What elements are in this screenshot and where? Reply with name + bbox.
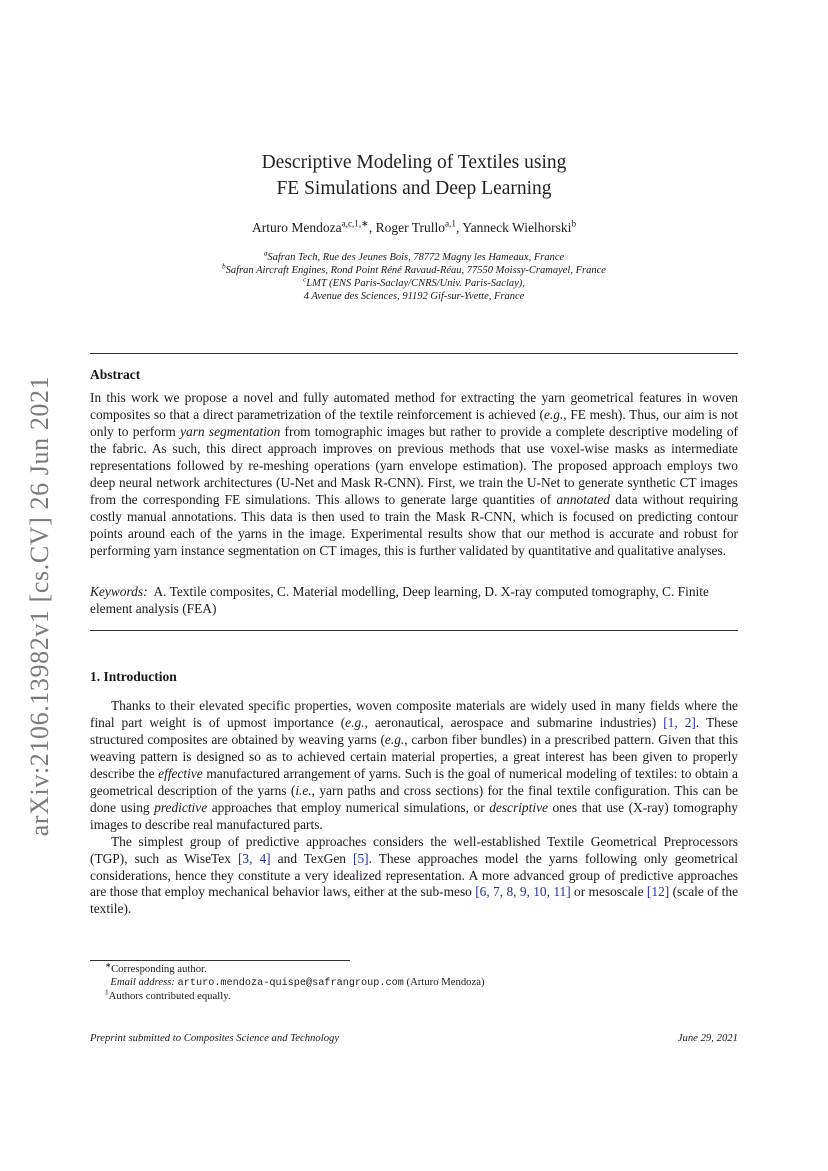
footer-venue: Preprint submitted to Composites Science and Technology: [90, 1032, 340, 1044]
author-separator: ,: [455, 220, 463, 235]
affil-mark: c: [303, 275, 307, 284]
email-label: Email address:: [110, 976, 175, 989]
footnote-mark: 1: [105, 988, 109, 997]
intro-text: , yarn paths and cross sections) for the final textile configuration. This can be done using: [90, 782, 738, 815]
intro-emph: descriptive: [489, 799, 548, 815]
intro-text: , carbon fiber bundles) in a prescribed pattern. Given that this weaving pattern is designed so as to achieved certain material properties, a great interest has been given to properly describe the: [90, 731, 738, 781]
abstract-emph: yarn segmentation: [180, 423, 281, 439]
intro-emph: effective: [158, 765, 203, 781]
author-list: [90, 220, 738, 236]
intro-text: manufactured arrangement of yarns. Such is the goal of numerical modeling of textiles: to obtain a geometrical description of the yarns (: [90, 765, 738, 798]
author-name: Arturo Mendoza: [251, 220, 342, 235]
abstract-emph: annotated: [556, 491, 610, 507]
intro-paragraph: [90, 834, 738, 919]
author-affil-mark: a,1: [445, 218, 456, 229]
keywords: [90, 584, 738, 618]
footnote-corresponding: [90, 963, 738, 976]
abstract-emph: e.g.: [543, 406, 564, 422]
abstract-top-rule: [90, 353, 738, 354]
intro-text: . These approaches model the yarns following only geometrical considerations, hence they constitute a very idealized representation. A more advanced group of predictive approaches are those that employ mechanical behavior laws, either at the sub-meso: [90, 850, 738, 900]
footnotes: [90, 963, 738, 1004]
intro-text: (scale of the textile).: [90, 884, 739, 917]
introduction-body: [90, 698, 738, 918]
abstract-text: , FE mesh). Thus, our aim is not only to perform: [90, 406, 738, 439]
title-line-2: FE Simulations and Deep Learning: [276, 178, 552, 199]
intro-text: The simplest group of predictive approaches considers the well-established Textile Geometrical Preprocessors (TGP), such as WiseTex: [90, 833, 738, 866]
affil-text: LMT (ENS Paris-Saclay/CNRS/Univ. Paris-Saclay),: [306, 278, 525, 290]
paper-title: [90, 150, 738, 202]
footnote-text: Corresponding author.: [111, 963, 207, 975]
footnote-equal: [90, 990, 738, 1003]
footnote-text: Authors contributed equally.: [108, 990, 231, 1003]
abstract-text: In this work we propose a novel and fully automated method for extracting the yarn geometrical features in woven composites so that a direct parametrization of the textile reinforcement is achieved (: [90, 390, 738, 422]
intro-text: , aeronautical, aerospace and submarine industries): [364, 714, 664, 730]
intro-emph: i.e.: [295, 782, 312, 798]
citation-link[interactable]: [3, 4]: [237, 850, 271, 866]
intro-text: Thanks to their elevated specific properties, woven composite materials are widely used in many fields where the final part weight is of upmost importance (: [90, 698, 738, 730]
footnote-rule: [90, 960, 350, 961]
footnote-email: [90, 976, 738, 990]
intro-text: . These structured composites are obtained by weaving yarns (: [90, 714, 738, 747]
abstract-text: data without requiring costly manual annotations. This data is then used to train the Mask R-CNN, which is focused on predicting contour points around each of the yarns in the image. Experimental results show that our method is accurate and robust for performing yarn instance segmentation on CT images, this is further validated by quantitative and qualitative analyses.: [90, 491, 738, 558]
author-affil-mark: b: [571, 218, 577, 229]
citation-link[interactable]: [6, 7, 8, 9, 10, 11]: [475, 884, 571, 900]
title-line-1: Descriptive Modeling of Textiles using: [261, 152, 567, 173]
intro-emph: e.g.: [384, 731, 405, 747]
abstract-body: [90, 390, 738, 560]
keywords-label: Keywords:: [90, 584, 148, 599]
footer-date: June 29, 2021: [677, 1032, 738, 1044]
affiliation: [90, 264, 738, 277]
abstract-bottom-rule: [90, 630, 738, 631]
intro-emph: predictive: [154, 799, 208, 815]
intro-text: approaches that employ numerical simulations, or: [207, 799, 490, 815]
email-address[interactable]: arturo.mendoza-quispe@safrangroup.com: [177, 978, 404, 990]
author-name: Roger Trullo: [375, 220, 446, 235]
abstract-heading: Abstract: [90, 367, 141, 382]
footnote-mark: ∗: [105, 961, 112, 970]
affiliation: [90, 251, 738, 264]
affil-text: Safran Tech, Rue des Jeunes Bois, 78772 Magny les Hameaux, France: [267, 252, 565, 263]
arxiv-stamp: arXiv:2106.13982v1 [cs.CV] 26 Jun 2021: [25, 375, 54, 837]
affiliation: [90, 277, 738, 290]
affil-mark: b: [222, 262, 226, 271]
affiliation: [90, 290, 738, 303]
intro-text: and TexGen: [270, 850, 353, 866]
intro-text: or mesoscale: [570, 884, 647, 900]
intro-paragraph: [90, 698, 738, 834]
affil-text: 4 Avenue des Sciences, 91192 Gif-sur-Yvette, France: [303, 291, 525, 303]
abstract-text: from tomographic images but rather to provide a complete descriptive modeling of the fabric. As such, this direct approach improves on previous methods that use voxel-wise masks as intermediate representations followed by re-meshing operations (yarn envelope estimation). The proposed approach employs two deep neural network architectures (U-Net and Mask R-CNN). First, we train the U-Net to generate synthetic CT images from the corresponding FE simulations. This allows to generate large quantities of: [90, 423, 738, 507]
affil-mark: a: [263, 249, 268, 258]
section-heading: 1. Introduction: [90, 669, 177, 684]
author-affil-mark: a,c,1,∗: [341, 218, 369, 229]
intro-text: ones that use (X-ray) tomography images to describe real manufactured parts.: [90, 799, 738, 832]
author-name: Yanneck Wielhorski: [462, 220, 572, 235]
citation-link[interactable]: [12]: [646, 884, 670, 900]
author-separator: ,: [368, 220, 376, 235]
keywords-text: A. Textile composites, C. Material modelling, Deep learning, D. X-ray computed tomography, C. Finite element analysis (FEA): [90, 584, 709, 616]
email-owner: (Arturo Mendoza): [406, 976, 485, 989]
citation-link[interactable]: [1, 2]: [663, 714, 696, 730]
affil-text: Safran Aircraft Engines, Rond Point Réné Ravaud-Réau, 77550 Moissy-Cramayel, France: [225, 265, 606, 277]
citation-link[interactable]: [5]: [353, 850, 369, 866]
affiliation-list: [90, 251, 738, 303]
intro-emph: e.g.: [345, 714, 365, 730]
